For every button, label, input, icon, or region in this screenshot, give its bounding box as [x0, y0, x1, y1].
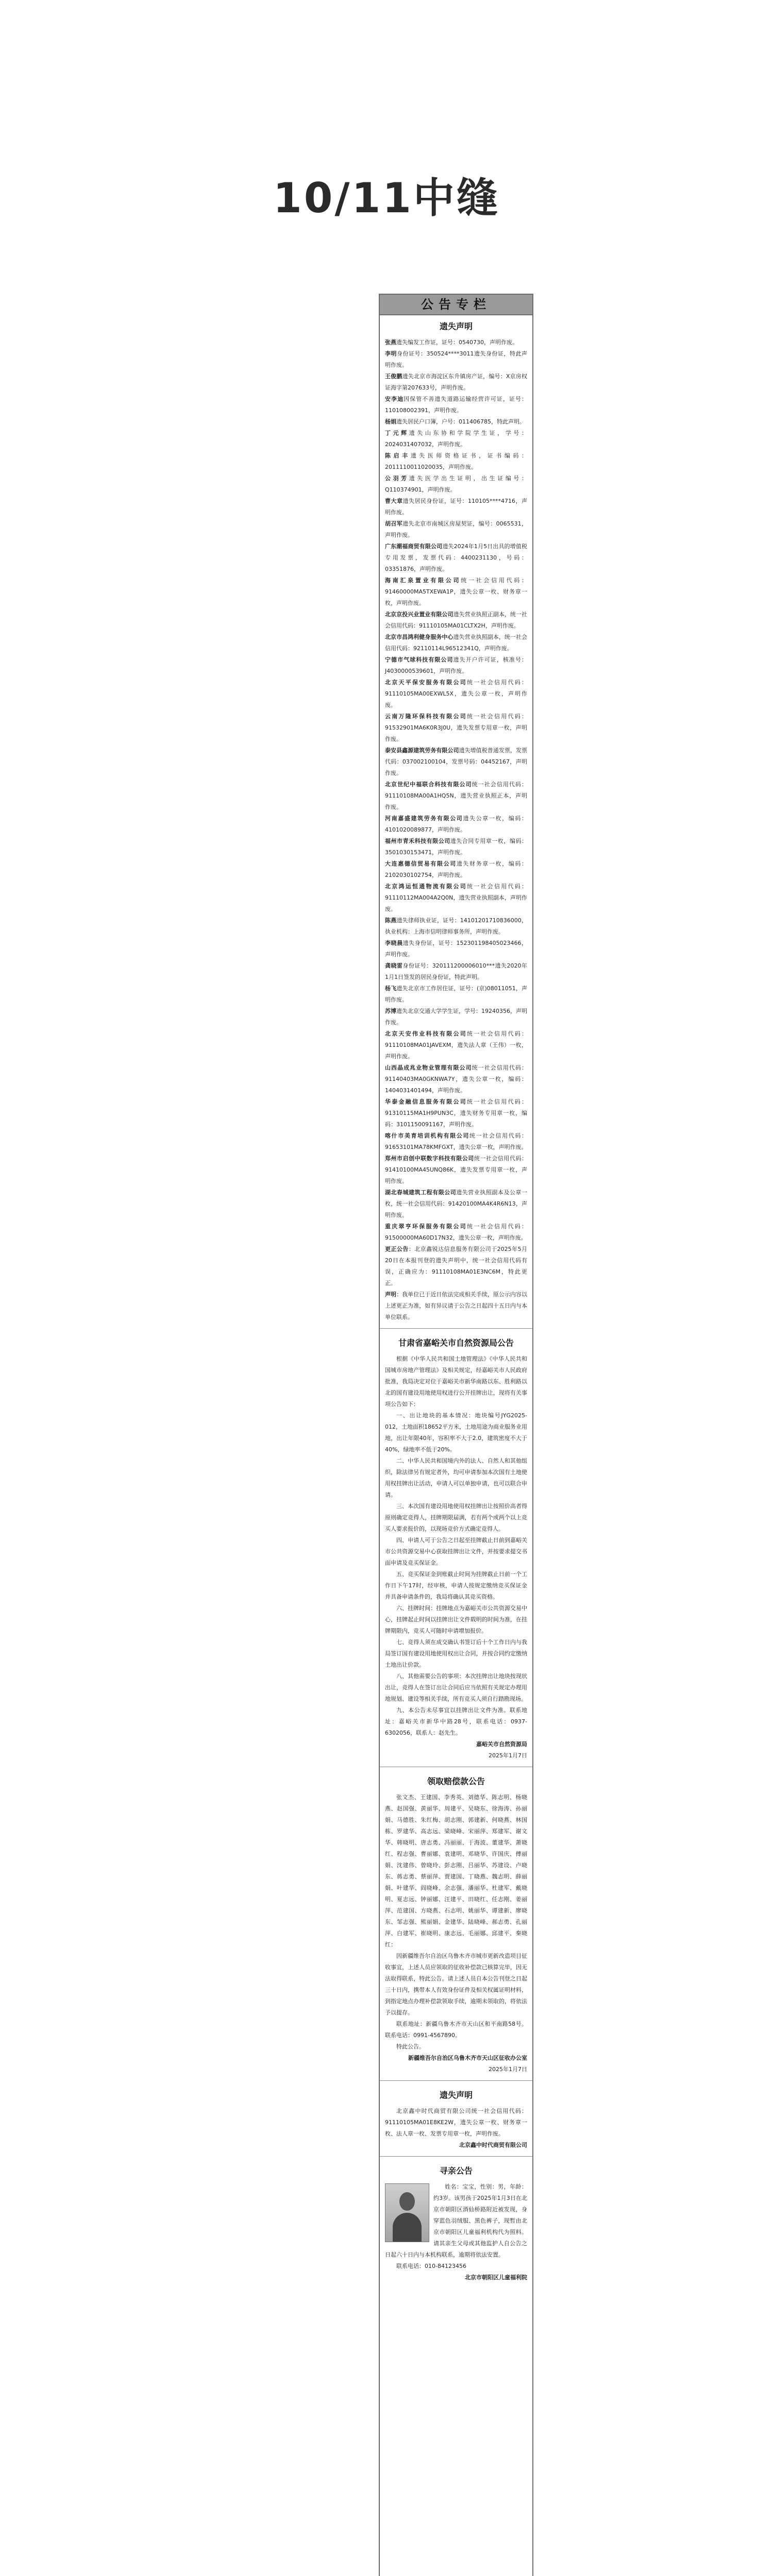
claim-notice-date: 2025年1月7日 — [489, 2066, 527, 2073]
lost-entry — [385, 371, 527, 394]
lost-entry-name: 湖北春城建筑工程有限公司 — [385, 1189, 457, 1196]
lost-entry — [385, 1062, 527, 1096]
lost-entry — [385, 575, 527, 609]
lost-entry — [385, 496, 527, 518]
divider — [380, 2080, 532, 2081]
lost-entry — [385, 983, 527, 1006]
land-notice-body — [380, 1353, 532, 1739]
lost-entry-text: 统一社会信用代码：91110108MA01JAVEXM，遗失法人章（王伟）一枚，声明作废。 — [385, 1030, 527, 1060]
lost-entry-name: 苏博 — [385, 1008, 396, 1014]
lost-entry — [385, 745, 527, 779]
land-notice-paragraph: 三、本次国有建设用地使用权挂牌出让按照价高者得原则确定竞得人，挂牌期限届满，若有两个或两个以上竞买人要求报价的，以现场竞价方式确定竞得人。 — [385, 1503, 527, 1532]
missing-notice-signature: 北京市朝阳区儿童福利院 — [465, 2274, 527, 2281]
note-text: 我单位已于近日依法完成相关手续，原公示内容以上述更正为准，如有异议请于公告之日起四十五日内与本单位联系。 — [385, 1291, 528, 1320]
lost-entry-name: 福州市青禾科技有限公司 — [385, 838, 450, 844]
correction-notice: 更正公告：北京鑫锐达信息服务有限公司于2025年5月20日在本报刊登的遗失声明中，统一社会信用代码有误，正确应为：91110108MA01E3NC6M，特此更正。 声明：我单位已于近日依法完成相关手续，原公示内容以上述更正为准，如有异议请于公告之日起四十五日内与本单位联系。 — [385, 1246, 528, 1320]
announcement-column — [379, 294, 533, 2576]
lost-entry-name: 陈燕 — [385, 917, 397, 924]
lost-entry-name: 华泰金融信息服务有限公司 — [385, 1098, 467, 1105]
divider — [380, 2156, 532, 2157]
lost-entry-text: 统一社会信用代码：91500000MA60D17N32，遗失公章一枚，声明作废。 — [385, 1223, 527, 1241]
lost-entry-name: 杨飞 — [385, 985, 397, 992]
lost-entry-name: 王俊鹏 — [385, 373, 402, 380]
lost-entry-text: 遗失营业执照正副本，统一社会信用代码：91110105MA01CLTX2H，声明作废。 — [385, 611, 527, 629]
lost-entry-text: 统一社会信用代码：91653101MA78KMFGXT，遗失公章一枚，声明作废。 — [385, 1132, 527, 1150]
lost-entry-name: 北京天平保安服务有限公司 — [385, 679, 467, 686]
lost-entry-text: 遗失增值税普通发票，发票代码：037002100104，发票号码：04452167，声明作废。 — [385, 747, 528, 776]
lost-entry-text: 遗失山东协和学院学生证，学号：2024031407032，声明作废。 — [385, 430, 527, 448]
lost-entry-name: 安李迪 — [385, 396, 404, 402]
missing-notice-body — [380, 2181, 532, 2272]
lost-entry-name: 龚晓雷 — [385, 962, 403, 969]
lost-entry-name: 大连惠德信贸易有限公司 — [385, 860, 457, 867]
land-notice-date: 2025年1月7日 — [489, 1752, 527, 1759]
lost-entry — [385, 1028, 527, 1062]
claim-notice-signature: 新疆维吾尔自治区乌鲁木齐市天山区征收办公室 — [408, 2055, 527, 2061]
correction-label: 更正公告 — [385, 1246, 409, 1252]
lost-entry-text: 统一社会信用代码：91410100MA45UNQ86K，遗失发票专用章一枚，声明作废。 — [385, 1155, 528, 1184]
lost-entry-name: 北京京投兴业置业有限公司 — [385, 611, 453, 618]
lost-entry-name: 喀什市美育培训机构有限公司 — [385, 1132, 470, 1139]
lost-entry-text: 遗失营业执照副本，统一社会信用代码：92110114L96512341Q，声明作废。 — [385, 634, 527, 652]
lost-section-2-signature: 北京鑫中时代商贸有限公司 — [459, 2142, 527, 2148]
land-notice-paragraph: 一、出让地块的基本情况：地块编号JYG2025-012，土地面积18652平方米，土地用途为商业服务业用地，出让年限40年，容积率不大于2.0，建筑密度不大于40%，绿地率不低于20%。 — [385, 1412, 527, 1453]
lost-entry — [385, 813, 527, 836]
lost-entry-name: 陈启丰 — [385, 452, 411, 459]
lost-entry-text: 遗失北京市南城区房屋契证，编号：0065531，声明作废。 — [385, 520, 528, 538]
lost-entry-text: 身份证号：320111200006010***遗失2020年1月1日签发的居民身份证，特此声明。 — [385, 962, 527, 980]
claim-notice-title: 领取赔偿款公告 — [427, 1776, 485, 1786]
lost-entry-name: 李晓晨 — [385, 940, 403, 946]
lost-entry-text: 遗失合同专用章一枚，编码：3501030153471，声明作废。 — [385, 838, 528, 856]
lost-entry-text: 遗失身份证，证号：152301198405023466，声明作废。 — [385, 940, 527, 958]
lost-entry — [385, 609, 527, 632]
missing-notice-contact: 联系电话：010-84123456 — [396, 2263, 466, 2269]
lost-entry — [385, 416, 527, 428]
lost-entry-name: 泰安县鑫源建筑劳务有限公司 — [385, 747, 459, 754]
lost-entry-name: 杨娟 — [385, 418, 396, 425]
lost-entry — [385, 960, 527, 983]
land-notice-paragraph: 根据《中华人民共和国土地管理法》《中华人民共和国城市房地产管理法》及相关规定，经嘉峪关市人民政府批准，我局决定对位于嘉峪关市新华南路以东、胜利路以北的国有建设用地使用权进行公开挂牌出让，现将有关事项公告如下： — [385, 1355, 527, 1408]
lost-entry — [385, 1221, 527, 1244]
lost-entry — [385, 450, 527, 473]
lost-entry — [385, 632, 527, 654]
land-notice-paragraph: 六、挂牌时间：挂牌地点为嘉峪关市公共资源交易中心，挂牌起止时间以挂牌出让文件载明的时间为准，在挂牌期限内，竞买人可随时申请增加报价。 — [385, 1605, 527, 1634]
lost-entry-text: 因保管不善遗失道路运输经营许可证，证号：110108002391，声明作废。 — [385, 396, 528, 414]
lost-entry — [385, 779, 527, 813]
lost-entry — [385, 1130, 527, 1153]
lost-entry-name: 重庆翠亨环保服务有限公司 — [385, 1223, 467, 1230]
lost-entry-name: 张燕 — [385, 339, 396, 346]
land-notice-paragraph: 七、竞得人须在成交确认书签订后十个工作日内与我局签订国有建设用地使用权出让合同，并按合同约定缴纳土地出让价款。 — [385, 1639, 527, 1668]
land-notice-paragraph: 五、竞买保证金到账截止时间为挂牌截止日前一个工作日下午17时，经审核，申请人按规定缴纳竞买保证金并具备申请条件的，我局将确认其竞买资格。 — [385, 1571, 527, 1600]
land-notice-paragraph: 九、本公告未尽事宜以挂牌出让文件为准。联系地址：嘉峪关市新华中路28号，联系电话：0937-6302056，联系人：赵先生。 — [385, 1707, 527, 1736]
lost-entry — [385, 1187, 527, 1221]
lost-entry — [385, 541, 527, 575]
lost-section-2-text: 北京鑫中时代商贸有限公司统一社会信用代码：91110105MA01E8KE2W，遗失公章一枚、财务章一枚、法人章一枚、发票专用章一枚，声明作废。 — [385, 2108, 527, 2137]
claim-notice-paragraph: 特此公告。 — [396, 2043, 425, 2050]
lost-entry-name: 公羽芳 — [385, 475, 409, 482]
land-notice-paragraph: 八、其他需要公告的事项：本次挂牌出让地块按现状出让，竞得人在签订出让合同后应当依照有关规定办理用地规划、建设等相关手续，所有竞买人须自行踏勘现场。 — [385, 1673, 527, 1702]
lost-entry-text: 统一社会信用代码：91532901MA6K0R3J0U，遗失发票专用章一枚，声明作废。 — [385, 713, 527, 742]
lost-entry-name: 丁元辉 — [385, 430, 409, 436]
land-notice-signature: 嘉峪关市自然资源局 — [476, 1741, 527, 1748]
land-notice-paragraph: 四、申请人可于公告之日起至挂牌截止日前到嘉峪关市公共资源交易中心获取挂牌出让文件，并按要求提交书面申请及竞买保证金。 — [385, 1537, 527, 1566]
lost-entry — [385, 881, 527, 915]
lost-entry-name: 广东潮福商贸有限公司 — [385, 543, 443, 550]
note-label: 声明 — [385, 1291, 397, 1298]
lost-entry-name: 北京世纪中福联合科技有限公司 — [385, 781, 472, 788]
lost-entry-text: 统一社会信用代码：91110108MA00A1HQ5N，遗失营业执照正本，声明作废。 — [385, 781, 528, 810]
lost-entry-name: 海南汇泉置业有限公司 — [385, 577, 461, 584]
lost-entry-name: 北京市昌鸿利健身服务中心 — [385, 634, 453, 640]
lost-entry-name: 宁德市气球科技有限公司 — [385, 656, 453, 663]
lost-entry-name: 山西晶成兆业物业管理有限公司 — [385, 1064, 472, 1071]
claim-notice-paragraph: 联系地址：新疆乌鲁木齐市天山区和平南路58号。联系电话：0991-4567890。 — [385, 2021, 527, 2039]
lost-entry-text: 统一社会信用代码：91310115MA1H9PUN3C，遗失财务专用章一枚，编码：3101150091167，声明作废。 — [385, 1098, 527, 1128]
lost-entry-name: 李明 — [385, 350, 397, 357]
lost-entry-text: 身份证号：350524****3011遗失身份证，特此声明作废。 — [385, 350, 528, 368]
lost-entry-text: 遗失居民户口簿，户号：011406785，特此声明。 — [396, 418, 525, 425]
lost-entry-text: 遗失医师资格证书，证书编码：2011110011020035，声明作废。 — [385, 452, 527, 470]
lost-entry-name: 云南万隆环保科技有限公司 — [385, 713, 467, 720]
lost-entry — [385, 337, 527, 348]
lost-entry — [385, 348, 527, 371]
lost-entry-text: 遗失财务章一枚，编码：2102030102754，声明作废。 — [385, 860, 528, 878]
claim-notice-body — [380, 1792, 532, 2053]
lost-entry-text: 遗失北京交通大学学生证，学号：19240356，声明作废。 — [385, 1008, 527, 1026]
lost-entry-name: 北京鸿运恒通物流有限公司 — [385, 883, 467, 890]
lost-entry — [385, 428, 527, 450]
lost-entry — [385, 858, 527, 881]
child-photo — [385, 2183, 429, 2242]
lost-entry-name: 河南嘉盛建筑劳务有限公司 — [385, 815, 463, 822]
lost-entry-text: 统一社会信用代码：91110112MA004A2Q0N，遗失营业执照副本，声明作废。 — [385, 883, 527, 912]
lost-section-title: 遗失声明 — [439, 321, 473, 331]
lost-entry-name: 北京天安伟业科技有限公司 — [385, 1030, 467, 1037]
lost-entry-name: 郑州市启创中联数字科技有限公司 — [385, 1155, 474, 1162]
lost-entry-text: 统一社会信用代码：91110105MA00EXWL5X，遗失公章一枚，声明作废。 — [385, 679, 527, 708]
lost-entry — [385, 394, 527, 416]
correction-text: 北京鑫锐达信息服务有限公司于2025年5月20日在本报刊登的遗失声明中，统一社会信用代码有误，正确应为：91110108MA01E3NC6M，特此更正。 — [385, 1246, 528, 1286]
lost-section-2-body — [380, 2106, 532, 2140]
lost-entry-name: 胡召军 — [385, 520, 403, 527]
land-notice-paragraph: 二、中华人民共和国境内外的法人、自然人和其他组织，除法律另有规定者外，均可申请参加本次国有土地使用权挂牌出让活动，申请人可以单独申请，也可以联合申请。 — [385, 1458, 527, 1498]
lost-entry-text: 遗失公章一枚，编码：4101020089877，声明作废。 — [385, 815, 528, 833]
claim-notice-paragraph: 因新疆维吾尔自治区乌鲁木齐市城市更新改造项目征收事宜，上述人员应领取的征收补偿款已核算完毕，因无法取得联系，特此公告。请上述人员自本公告刊登之日起三十日内，携带本人有效身份证件及相关权属证明材料，到指定地点办理补偿款领取手续，逾期未领取的，将依法予以提存。 — [385, 1953, 527, 2016]
lost-entry — [385, 1006, 527, 1028]
lost-entry-text: 遗失律师执业证，证号：14101201710836000，执业机构：上海市信明律师事务所，声明作废。 — [385, 917, 527, 935]
column-header: 公告专栏 — [380, 295, 532, 315]
lost-section-2-title: 遗失声明 — [439, 2090, 473, 2100]
lost-entry — [385, 1096, 527, 1130]
lost-entry — [385, 654, 527, 677]
lost-entry-text: 遗失北京市工作居住证，证号：(京)08011051，声明作废。 — [385, 985, 527, 1003]
lost-entry-text: 遗失医学出生证明，出生证编号：Q110374901，声明作废。 — [385, 475, 527, 493]
divider — [380, 1328, 532, 1329]
lost-entry-text: 统一社会信用代码：91460000MA5TXEWA1P，遗失公章一枚、财务章一枚，声明作废。 — [385, 577, 528, 606]
lost-entry — [385, 711, 527, 745]
lost-entry-text: 统一社会信用代码：91140403MA0GKNWA7Y，遗失公章一枚，编码：1404031401494，声明作废。 — [385, 1064, 528, 1094]
lost-entry-text: 遗失编发工作证，证号：0540730，声明作废。 — [396, 339, 518, 346]
missing-notice-title: 寻亲公告 — [439, 2166, 473, 2176]
lost-entry — [385, 1153, 527, 1187]
lost-entries — [380, 337, 532, 1244]
lost-entry-text: 遗失北京市海淀区东升镇房产证，编号：X京房权证海字第207633号，声明作废。 — [385, 373, 527, 391]
land-notice-title: 甘肃省嘉峪关市自然资源局公告 — [398, 1338, 514, 1348]
page-title: 10/11中缝 — [273, 174, 500, 222]
lost-entry-text: 遗失居民身份证，证号：110105****4716，声明作废。 — [385, 498, 528, 516]
lost-entry — [385, 836, 527, 858]
claim-notice-paragraph: 张文杰、王建国、李秀英、刘德华、陈志明、杨晓燕、赵国强、黄丽华、周建平、吴晓东、徐海涛、孙丽娟、马德胜、朱红梅、胡志刚、郭建新、何晓燕、林国栋、罗建华、高志远、梁晓峰、宋丽萍、郑建军、谢文华、韩晓明、唐志勇、冯丽丽、于海波、董建华、萧晓红、程志强、曹丽娜、袁建明、邓晓华、许国庆、傅丽娟、沈建伟、曾晓玲、彭志刚、吕丽华、苏建设、卢晓东、蒋志勇、蔡丽萍、贾建国、丁晓燕、魏志明、薛丽娟、叶建华、阎晓峰、余志强、潘丽华、杜建军、戴晓明、夏志远、钟丽娜、汪建平、田晓红、任志刚、姜丽萍、范建国、方晓燕、石志明、姚丽华、谭建新、廖晓东、邹志强、熊丽娟、金建华、陆晓峰、郝志勇、孔丽萍、白建军、崔晓明、康志远、毛丽娜、邱建平、秦晓红： — [385, 1794, 527, 1948]
lost-entry — [385, 915, 527, 938]
lost-entry — [385, 518, 527, 541]
lost-entry-name: 曹大章 — [385, 498, 403, 504]
missing-notice-text: 姓名：宝宝，性别：男，年龄：约3岁。该男孩于2025年1月3日在北京市朝阳区酒仙桥路附近被发现，身穿蓝色羽绒服、黑色裤子，现暂由北京市朝阳区儿童福利机构代为照料。请其亲生父母或其他监护人自公告之日起六十日内与本机构联系，逾期将依法安置。 — [385, 2183, 527, 2258]
lost-entry — [385, 677, 527, 711]
lost-entry — [385, 473, 527, 496]
lost-entry-text: 遗失营业执照副本及公章一枚，统一社会信用代码：91420100MA4K4R6N13，声明作废。 — [385, 1189, 528, 1218]
lost-entry-text: 遗失2024年1月5日出具的增值税专用发票，发票代码：4400231130，号码：03351876，声明作废。 — [385, 543, 527, 572]
lost-entry — [385, 938, 527, 960]
lost-entry-text: 遗失开户许可证，核准号：J4030000539601，声明作废。 — [385, 656, 527, 674]
